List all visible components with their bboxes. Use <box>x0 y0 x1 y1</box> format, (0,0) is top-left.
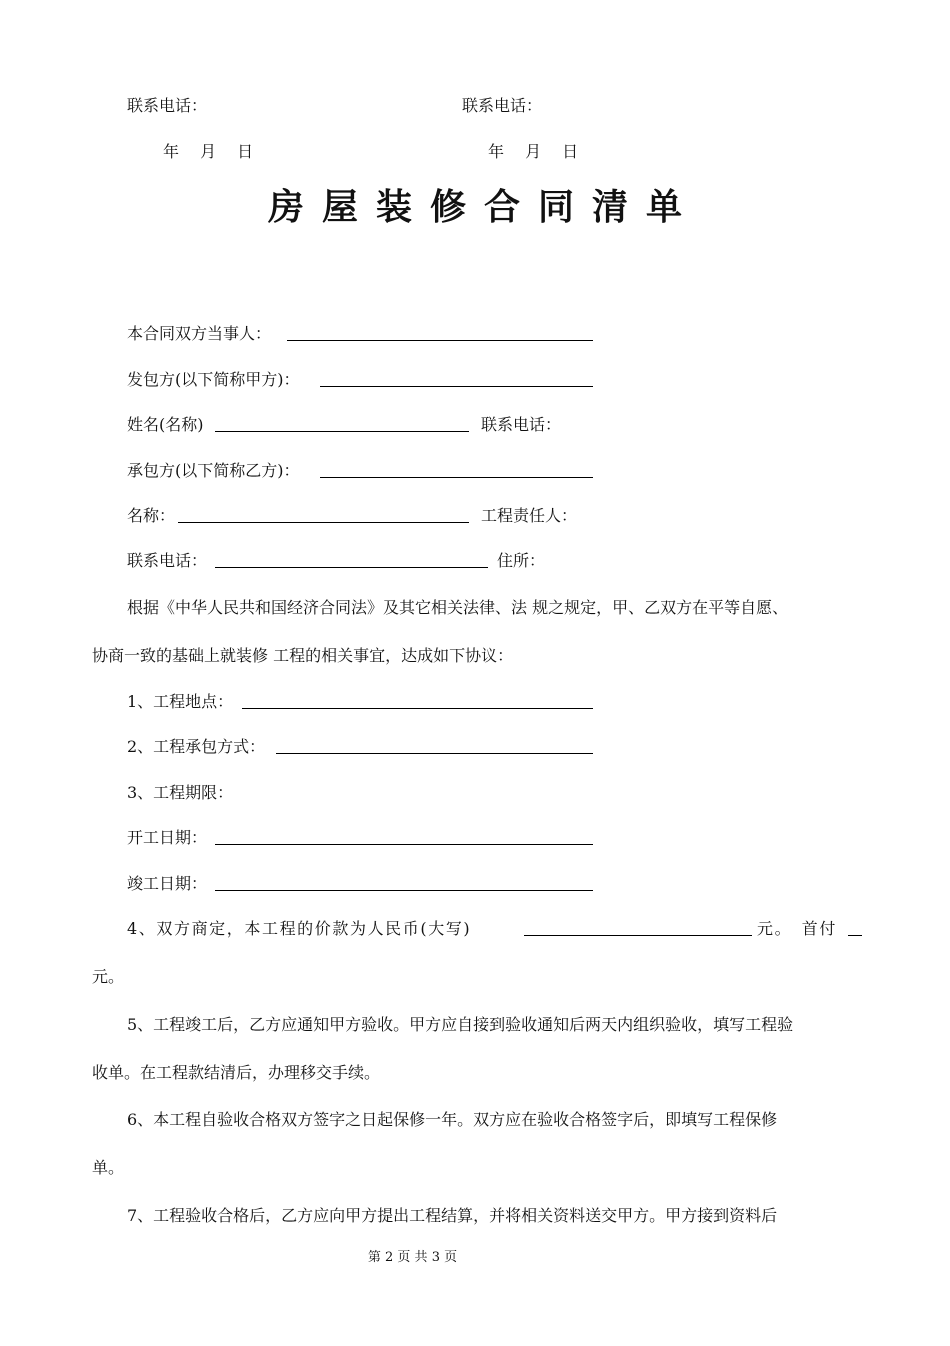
clause-6-line-2: 单。 <box>92 1158 125 1177</box>
end-date-blank <box>215 890 593 891</box>
clause-4-down-payment-blank <box>848 935 862 936</box>
left-date-label: 年 月 日 <box>163 142 254 161</box>
party-a-label: 发包方(以下简称甲方)： <box>127 370 300 389</box>
party-a-blank <box>320 386 593 387</box>
clause-1-blank <box>242 708 593 709</box>
name-a-label: 姓名(名称) <box>127 415 204 434</box>
start-date-label: 开工日期： <box>127 828 208 847</box>
name-a-blank <box>215 431 469 432</box>
clause-4-amount-blank <box>524 935 752 936</box>
phone-b-label: 联系电话： <box>127 551 208 570</box>
right-contact-label: 联系电话： <box>462 96 543 115</box>
clause-5-line-1: 5、工程竣工后，乙方应通知甲方验收。甲方应自接到验收通知后两天内组织验收，填写工程验 <box>127 1015 794 1034</box>
page-title: 房屋装修合同清单 <box>267 187 700 228</box>
party-b-blank <box>320 477 593 478</box>
clause-4-unit: 元。 <box>92 967 125 986</box>
clause-1-label: 1、工程地点： <box>127 692 234 711</box>
name-b-label: 名称： <box>127 506 176 525</box>
start-date-blank <box>215 844 593 845</box>
party-b-label: 承包方(以下简称乙方)： <box>127 461 300 480</box>
clause-6-line-1: 6、本工程自验收合格双方签字之日起保修一年。双方应在验收合格签字后，即填写工程保修 <box>127 1110 778 1129</box>
page-number: 第 2 页 共 3 页 <box>367 1250 458 1265</box>
clause-7-line-1: 7、工程验收合格后，乙方应向甲方提出工程结算，并将相关资料送交甲方。甲方接到资料后 <box>127 1206 778 1225</box>
parties-label: 本合同双方当事人： <box>127 324 272 343</box>
intro-line-1: 根据《中华人民共和国经济合同法》及其它相关法律、法 规之规定，甲、乙双方在平等自愿、 <box>127 598 789 617</box>
address-b-label: 住所： <box>497 551 546 570</box>
right-date-label: 年 月 日 <box>488 142 579 161</box>
clause-2-blank <box>276 753 593 754</box>
clause-4-down-payment: 元。 首付 <box>757 919 838 938</box>
clause-2-label: 2、工程承包方式： <box>127 737 266 756</box>
intro-line-2: 协商一致的基础上就装修 工程的相关事宜，达成如下协议： <box>92 646 514 665</box>
parties-blank <box>287 340 593 341</box>
end-date-label: 竣工日期： <box>127 874 208 893</box>
clause-3-label: 3、工程期限： <box>127 783 234 802</box>
clause-5-line-2: 收单。在工程款结清后，办理移交手续。 <box>92 1063 381 1082</box>
name-b-blank <box>178 522 469 523</box>
clause-4-text: 4、双方商定，本工程的价款为人民币(大写) <box>127 919 472 938</box>
phone-a-label: 联系电话： <box>481 415 562 434</box>
left-contact-label: 联系电话： <box>127 96 208 115</box>
manager-b-label: 工程责任人： <box>481 506 578 525</box>
phone-b-blank <box>215 567 488 568</box>
